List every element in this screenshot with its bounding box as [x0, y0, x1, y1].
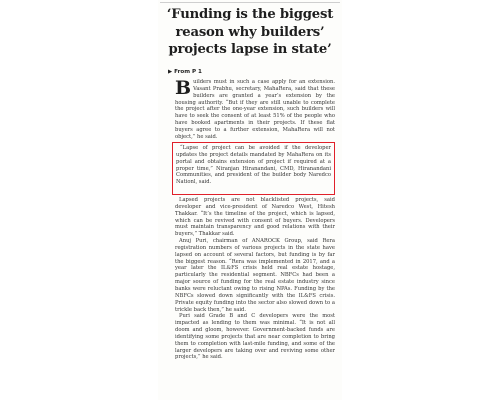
paragraph-1-text: uilders must in such a case apply for an extension. Vasant Prabhu, secretary, MahaRera, said that these builders are granted a year’s extension by the housing authority. “But if they are still unable to complete the project after the one-year extension, such builders will have to seek the consent of at least 51% of the people who have booked apartments in their projects. If these flat buyers agree to a further extension, MahaRera will not object,” he said.: [175, 79, 335, 140]
paragraph-4: Anuj Puri, chairman of ANAROCK Group, said Rera registration numbers of various projects in the state have lapsed on account of several factors, but funding is by far the biggest reason. “Rera was implemented in 2017, and a year later the IL&FS crisis held real estate hostage, particularly the residential segment. NBFCs had been a major source of funding for the real estate industry since banks were reluctant owing to rising NPAs. Funding by the NBFCs slowed down significantly with the IL&FS crisis. Private equity funding into the sector also slowed down to a trickle back then,” he said.: [175, 238, 335, 313]
continued-from-label: [168, 69, 202, 75]
paragraph-3: Lapsed projects are not blacklisted projects, said developer and vice-president of Naredco West, Hitesh Thakkar. “It’s the timeline of the project, which is lapsed, which can be revived with consent of buyers. Developers must maintain transparency and good relations with their buyers,” Thakkar said.: [175, 197, 335, 238]
from-text: From P 1: [174, 69, 202, 75]
article-body-bottom: [175, 197, 335, 361]
paragraph-5: Puri said Grade B and C developers were the most impacted as lending to them was minimal. “It is not all doom and gloom, however. Government-backed funds are identifying some projects that are near completion to bring them to completion with last-mile funding, and some of the larger developers are taking over and reviving some other projects,” he said.: [175, 313, 335, 361]
headline: ‘Funding is the biggest reason why builders’ projects lapse in state’: [166, 7, 334, 57]
drop-cap: B: [175, 77, 192, 99]
highlighted-paragraph: “Lapse of project can be avoided if the developer updates the project details mandated by MahaRera on its portal and obtains extension of project if required at a proper time,” Niranjan Hiranandani, CMD, Hiranandani Communities, and president of the builder body Naredco Nationl, said.: [176, 145, 331, 186]
top-rule: [160, 2, 340, 3]
article-body-top: [175, 79, 335, 141]
triangle-arrow-icon: ▶: [168, 69, 173, 75]
paragraph-1: [175, 79, 335, 141]
highlighted-quote-box: [172, 142, 335, 195]
